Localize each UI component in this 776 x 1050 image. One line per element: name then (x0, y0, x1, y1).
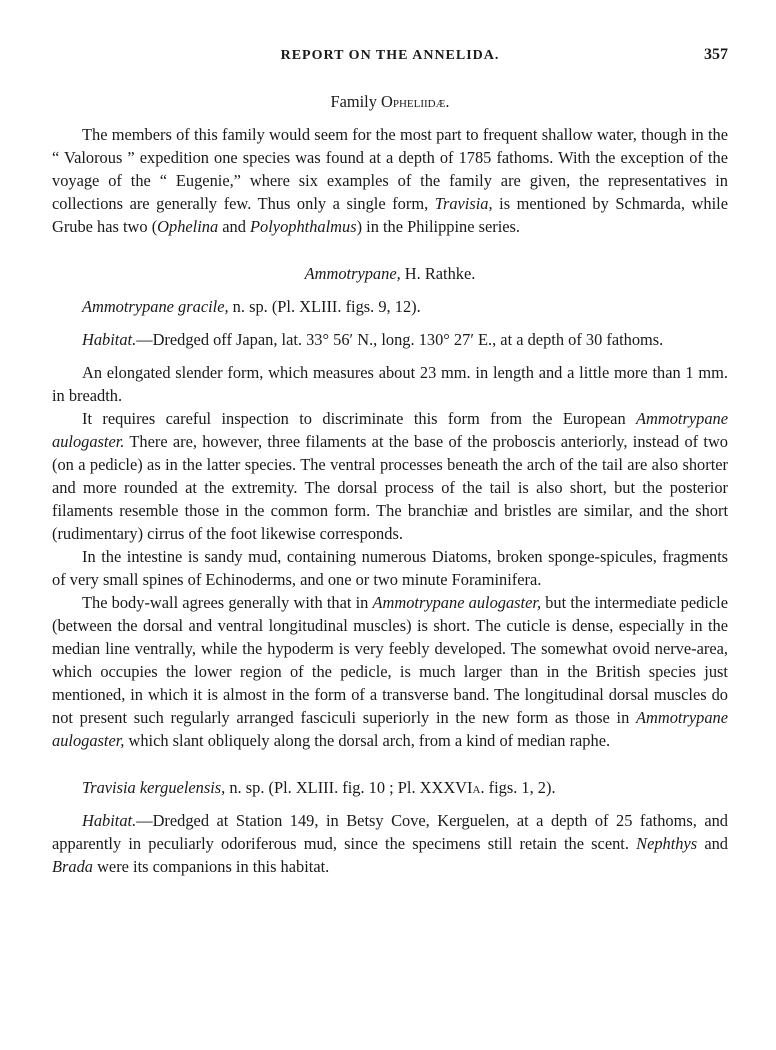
family-name: Opheliidæ. (381, 92, 450, 111)
intro-text-2: is mentioned by Schmarda, while Grube has two ( (52, 194, 728, 236)
species2-habitat-end: were its companions in this habitat. (92, 857, 330, 876)
species2-ref-a: n. sp. (Pl. XLIII. fig. 10 ; Pl. XXXVI (225, 778, 473, 797)
genus-heading (52, 262, 728, 285)
species1-para4 (52, 591, 728, 752)
intro-text-3: and (218, 217, 251, 236)
species2-ref-sc: a (472, 778, 481, 797)
species1-habitat-text: —Dredged off Japan, lat. 33° 56′ N., long. 130° 27′ E., at a depth of 30 fathoms. (136, 330, 664, 349)
species1-name: Ammotrypane gracile, (82, 297, 229, 316)
para2-species: Ammotrypane aulogaster. (52, 409, 728, 451)
species1-para3: In the intestine is sandy mud, containing numerous Diatoms, broken sponge-spicules, fragments of very small spines of Echinoderms, and one or two minute Foraminifera. (52, 547, 728, 589)
species2-companion-1: Nephthys (636, 834, 698, 853)
genus-name: Ammotrypane, (304, 264, 401, 283)
species1-title (52, 295, 728, 318)
para4-text-c: which slant obliquely along the dorsal arch, from a kind of median raphe. (124, 731, 611, 750)
species2-name: Travisia kerguelensis, (82, 778, 226, 797)
genus-author: H. Rathke. (400, 264, 476, 283)
intro-text-4: ) in the Philippine series. (356, 217, 521, 236)
para4-species-1: Ammotrypane aulogaster, (372, 593, 542, 612)
para2-text-b: There are, however, three filaments at the base of the proboscis anteriorly, instead of two (on a pedicle) as in the latter species. The ventral processes beneath the arch of the tail are also shorter and more rounded at the extremity. The dorsal process of the tail is also short, but the posterior filaments resemble those in the common form. The branchiæ and bristles are similar, and the short (rudimentary) cirrus of the foot likewise corresponds. (52, 432, 728, 543)
species1-ref: n. sp. (Pl. XLIII. figs. 9, 12). (228, 297, 421, 316)
species1-para1: An elongated slender form, which measures about 23 mm. in length and a little more than 1 mm. in breadth. (52, 363, 728, 405)
species2-habitat-label: Habitat. (82, 811, 137, 830)
species2-companion-2: Brada (52, 857, 93, 876)
species2-ref-b: . figs. 1, 2). (480, 778, 556, 797)
species2-habitat (52, 809, 728, 878)
intro-polyophthalmus: Polyophthalmus (250, 217, 357, 236)
page-header (52, 48, 728, 70)
page-body (52, 90, 728, 878)
intro-ophelina: Ophelina (157, 217, 219, 236)
family-prefix: Family (330, 92, 382, 111)
species1-habitat-label: Habitat. (82, 330, 137, 349)
species2-habitat-text: —Dredged at Station 149, in Betsy Cove, Kerguelen, at a depth of 25 fathoms, and apparently in peculiarly odoriferous mud, since the specimens still retain the scent. (52, 811, 728, 853)
species1-habitat (52, 328, 728, 351)
para2-text-a: It requires careful inspection to discriminate this form from the European (82, 409, 637, 428)
running-head: REPORT ON THE ANNELIDA. (280, 48, 500, 63)
intro-paragraph (52, 123, 728, 238)
species2-title (52, 776, 728, 799)
intro-travisia: Travisia, (434, 194, 493, 213)
species1-para2 (52, 407, 728, 545)
family-heading (52, 90, 728, 113)
intro-text-1: The members of this family would seem for the most part to frequent shallow water, though in the “ Valorous ” expedition one species was found at a depth of 1785 fathoms. With the exception of the voyage of the “ Eugenie,” where six examples of the family are given, the representatives in collections are generally few. Thus only a single form, (52, 125, 728, 213)
para4-species-2: Ammotrypane aulogaster, (52, 708, 728, 750)
para4-text-a: The body-wall agrees generally with that in (82, 593, 373, 612)
species2-habitat-and: and (697, 834, 729, 853)
page-number: 357 (704, 46, 728, 63)
para4-text-b: but the intermediate pedicle (between the dorsal and ventral longitudinal muscles) is short. The cuticle is dense, especially in the median line ventrally, while the hypoderm is very feebly developed. The somewhat ovoid nerve-area, which occupies the lower region of the pedicle, is much larger than in the British species just mentioned, in which it is almost in the form of a transverse band. The longitudinal dorsal muscles do not present such regularly arranged fasciculi superiorly in the new form as those in (52, 593, 728, 727)
